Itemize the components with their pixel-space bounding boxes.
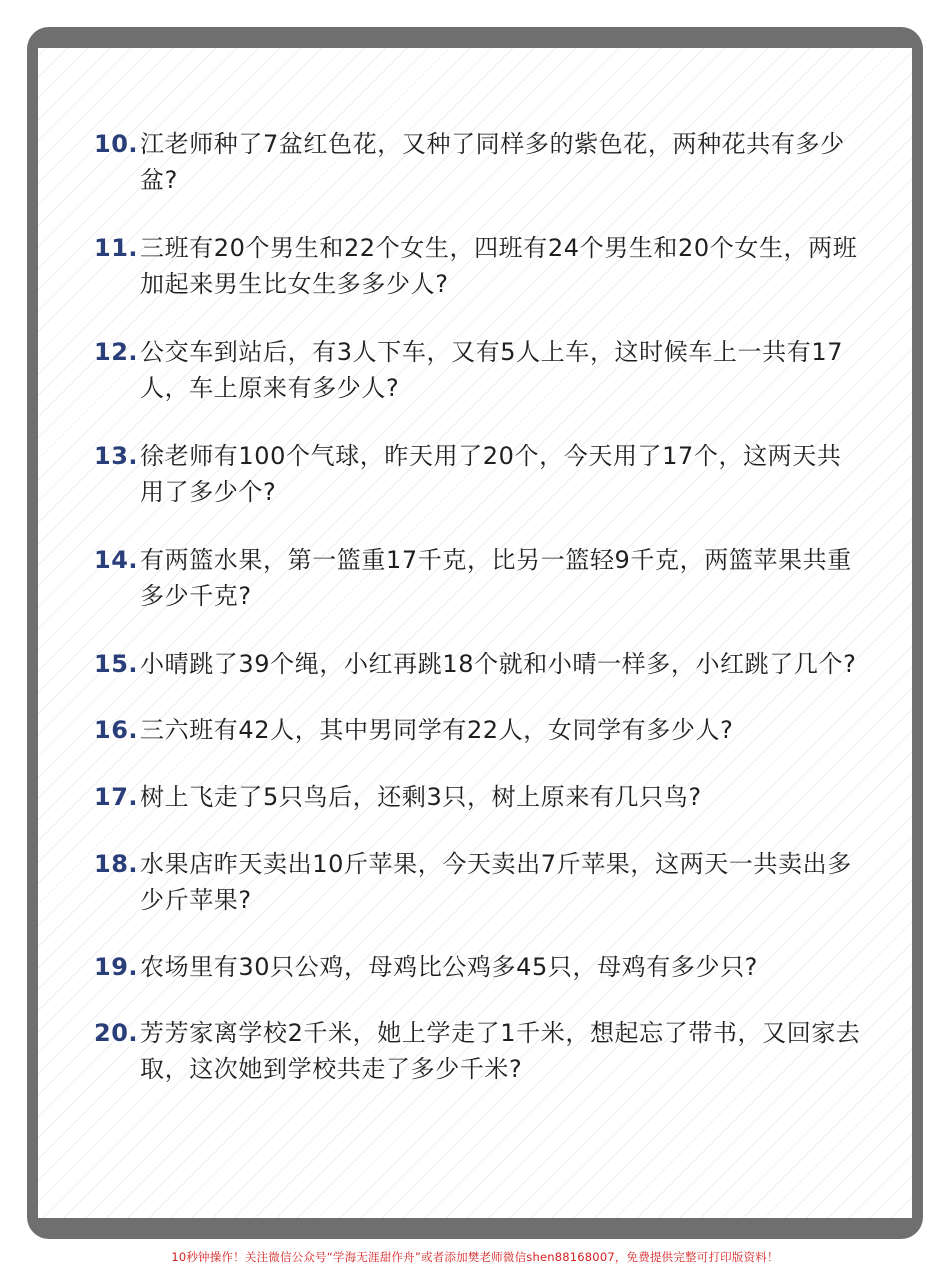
question-item (94, 1015, 864, 1087)
question-text: 有两篮水果，第一篮重17千克，比另一篮轻9千克，两篮苹果共重多少千克? (140, 546, 852, 610)
question-text: 小晴跳了39个绳，小红再跳18个就和小晴一样多，小红跳了几个? (140, 650, 857, 678)
question-number: 11. (94, 234, 139, 262)
question-number: 12. (94, 338, 139, 366)
question-text: 徐老师有100个气球，昨天用了20个，今天用了17个，这两天共用了多少个? (140, 442, 842, 506)
document-frame (27, 27, 923, 1239)
question-list (94, 126, 864, 1087)
question-item (94, 126, 864, 198)
question-item (94, 712, 864, 748)
question-text: 农场里有30只公鸡，母鸡比公鸡多45只，母鸡有多少只? (140, 953, 759, 981)
question-text: 江老师种了7盆红色花，又种了同样多的紫色花，两种花共有多少盆? (140, 130, 845, 194)
question-text: 芳芳家离学校2千米，她上学走了1千米，想起忘了带书，又回家去取，这次她到学校共走了多少千米? (140, 1019, 861, 1083)
question-item (94, 230, 864, 302)
question-number: 16. (94, 716, 139, 744)
question-text: 水果店昨天卖出10斤苹果，今天卖出7斤苹果，这两天一共卖出多少斤苹果? (140, 850, 852, 914)
question-number: 15. (94, 650, 139, 678)
promo-footer-text: 10秒钟操作！关注微信公众号“学海无涯甜作舟”或者添加樊老师微信shen88168007，免费提供完整可打印版资料！ (171, 1250, 779, 1264)
question-text: 公交车到站后，有3人下车，又有5人上车，这时候车上一共有17人，车上原来有多少人? (140, 338, 844, 402)
question-item (94, 949, 864, 985)
question-item (94, 646, 864, 682)
question-item (94, 334, 864, 406)
question-text: 树上飞走了5只鸟后，还剩3只，树上原来有几只鸟? (140, 783, 702, 811)
question-item (94, 779, 864, 815)
question-text: 三六班有42人，其中男同学有22人，女同学有多少人? (140, 716, 734, 744)
question-number: 14. (94, 546, 139, 574)
question-number: 19. (94, 953, 139, 981)
question-number: 17. (94, 783, 139, 811)
worksheet-paper (38, 48, 912, 1218)
question-number: 13. (94, 442, 139, 470)
question-item (94, 542, 864, 614)
question-item (94, 438, 864, 510)
question-number: 10. (94, 130, 139, 158)
question-number: 20. (94, 1019, 139, 1047)
question-item (94, 846, 864, 918)
question-number: 18. (94, 850, 139, 878)
question-text: 三班有20个男生和22个女生，四班有24个男生和20个女生，两班加起来男生比女生多多少人? (140, 234, 858, 298)
